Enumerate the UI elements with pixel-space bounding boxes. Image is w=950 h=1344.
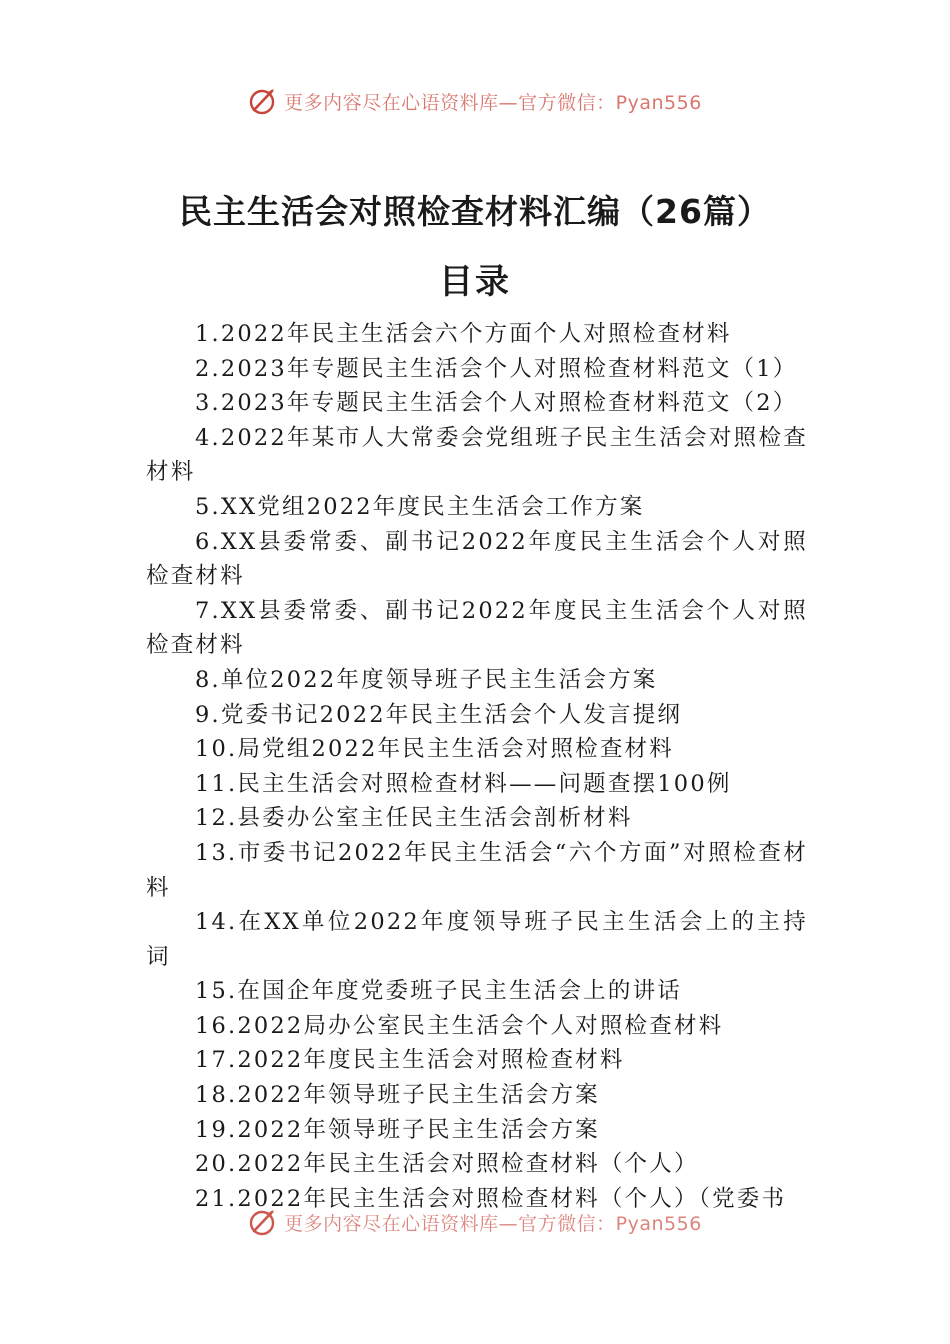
watermark-header: [0, 86, 950, 116]
toc-item: 3.2023年专题民主生活会个人对照检查材料范文（2）: [195, 390, 798, 417]
toc-item: 9.党委书记2022年民主生活会个人发言提纲: [195, 701, 683, 728]
toc-item: 10.局党组2022年民主生活会对照检查材料: [195, 736, 674, 763]
toc-item: 1.2022年民主生活会六个方面个人对照检查材料: [195, 321, 732, 347]
toc-item: 18.2022年领导班子民主生活会方案: [195, 1082, 600, 1109]
toc-item: 21.2022年民主生活会对照检查材料（个人）（党委书: [195, 1185, 787, 1212]
toc-item: 12.县委办公室主任民主生活会剖析材料: [195, 805, 633, 832]
pen-logo-icon: [248, 1207, 278, 1237]
toc-heading: 目录: [439, 262, 511, 302]
toc-item: 6.XX县委常委、副书记2022年度民主生活会个人对照检查材料: [146, 528, 808, 590]
toc-item: 4.2022年某市人大常委会党组班子民主生活会对照检查材料: [146, 424, 808, 486]
pen-logo-icon: [248, 86, 278, 116]
toc-item: 20.2022年民主生活会对照检查材料（个人）: [195, 1151, 699, 1178]
table-of-contents: [146, 317, 808, 1216]
toc-item: 15.在国企年度党委班子民主生活会上的讲话: [195, 978, 682, 1005]
watermark-footer: [0, 1207, 950, 1237]
toc-item: 7.XX县委常委、副书记2022年度民主生活会个人对照检查材料: [146, 597, 808, 659]
toc-item: 17.2022年度民主生活会对照检查材料: [195, 1047, 625, 1074]
toc-item: 8.单位2022年度领导班子民主生活会方案: [195, 666, 658, 693]
toc-item: 14.在XX单位2022年度领导班子民主生活会上的主持词: [146, 909, 808, 970]
watermark-text: 更多内容尽在心语资料库—官方微信：Pyan556: [284, 1212, 702, 1235]
document-title: 民主生活会对照检查材料汇编（26篇）: [179, 192, 771, 231]
toc-item: 19.2022年领导班子民主生活会方案: [195, 1116, 600, 1143]
toc-item: 2.2023年专题民主生活会个人对照检查材料范文（1）: [195, 355, 798, 382]
toc-item: 16.2022局办公室民主生活会个人对照检查材料: [195, 1012, 724, 1039]
toc-item: 13.市委书记2022年民主生活会“六个方面”对照检查材料: [146, 839, 808, 901]
toc-item: 11.民主生活会对照检查材料——问题查摆100例: [195, 770, 732, 797]
watermark-text: 更多内容尽在心语资料库—官方微信：Pyan556: [284, 91, 702, 114]
toc-item: 5.XX党组2022年度民主生活会工作方案: [195, 493, 645, 520]
